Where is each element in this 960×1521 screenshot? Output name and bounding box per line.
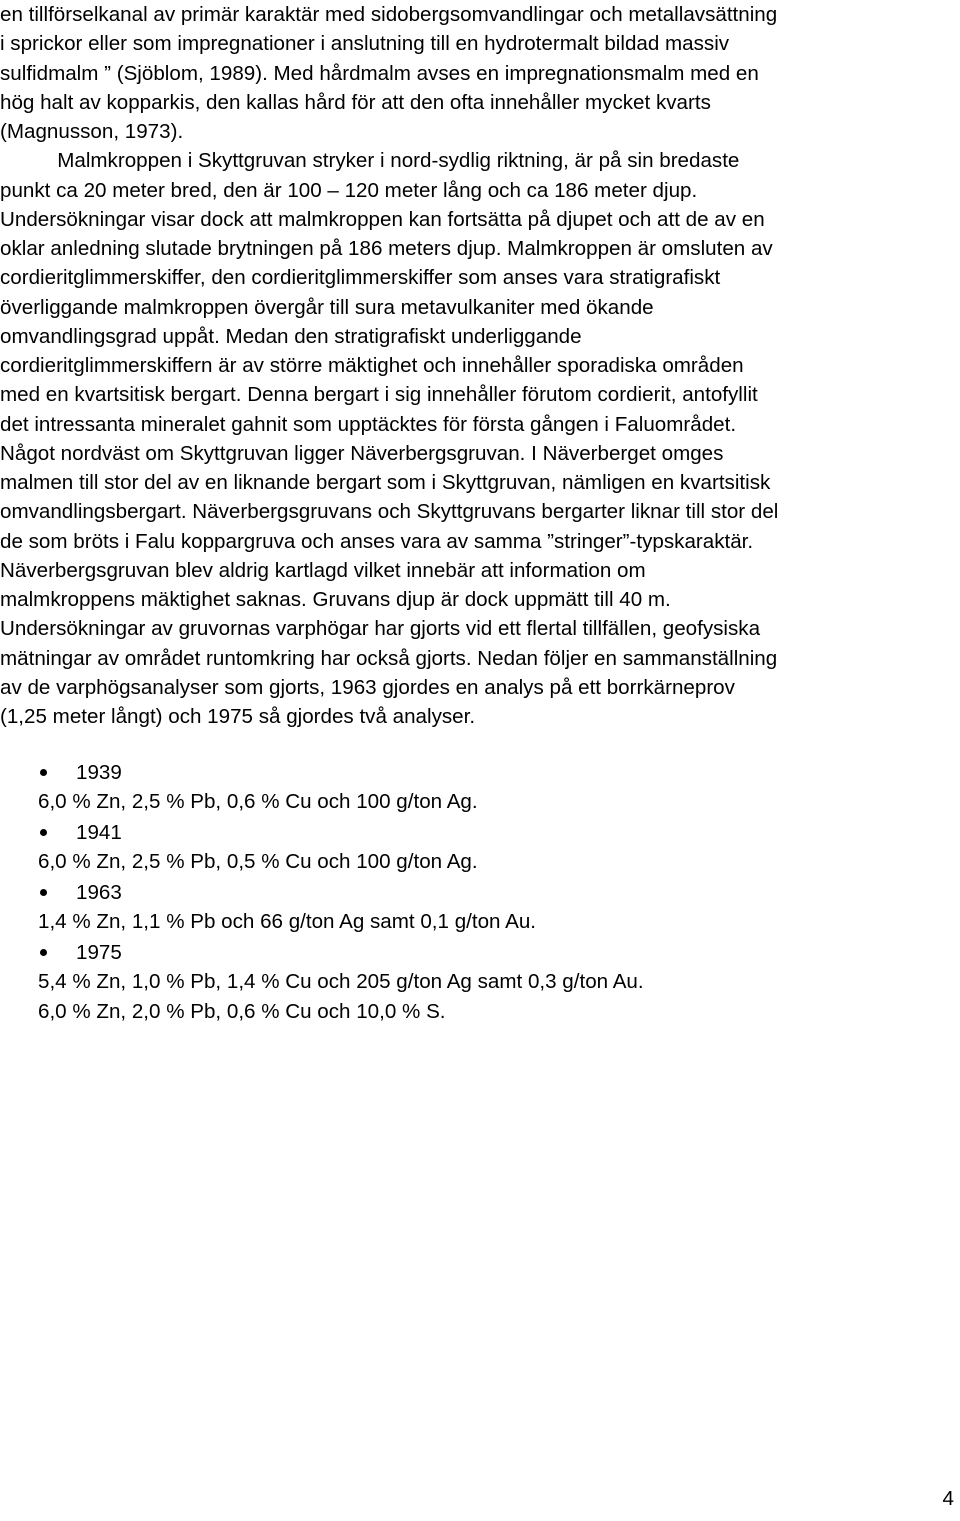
text-line: punkt ca 20 meter bred, den är 100 – 120 meter lång och ca 186 meter djup. bbox=[0, 178, 698, 202]
text-line: cordieritglimmerskiffer, den cordieritglimmerskiffer som anses vara stratigrafiskt bbox=[0, 266, 721, 290]
list-item bbox=[0, 818, 900, 878]
text-line: det intressanta mineralet gahnit som upptäcktes för första gången i Faluområdet. bbox=[0, 412, 737, 436]
text-line: en tillförselkanal av primär karaktär med sidobergsomvandlingar och metallavsättning bbox=[0, 3, 778, 26]
text-line: hög halt av kopparkis, den kallas hård för att den ofta innehåller mycket kvarts bbox=[0, 90, 711, 114]
list-item bbox=[0, 878, 900, 938]
bullet-icon bbox=[40, 769, 47, 776]
text-line: av de varphögsanalyser som gjorts, 1963 gjordes en analys på ett borrkärneprov bbox=[0, 675, 735, 699]
text-line: malmkroppens mäktighet saknas. Gruvans djup är dock uppmätt till 40 m. bbox=[0, 588, 671, 611]
text-line: Näverbergsgruvan blev aldrig kartlagd vilket innebär att information om bbox=[0, 558, 646, 582]
text-line: omvandlingsgrad uppåt. Medan den stratigrafiskt underliggande bbox=[0, 324, 582, 348]
text-line: oklar anledning slutade brytningen på 186 meters djup. Malmkroppen är omsluten av bbox=[0, 237, 773, 260]
page-number: 4 bbox=[942, 1487, 954, 1510]
text-line: sulfidmalm ” (Sjöblom, 1989). Med hårdmalm avses en impregnationsmalm med en bbox=[0, 61, 759, 85]
analysis-year: 1941 bbox=[76, 821, 122, 844]
analysis-result: 6,0 % Zn, 2,5 % Pb, 0,5 % Cu och 100 g/ton Ag. bbox=[38, 850, 478, 873]
text-line: malmen till stor del av en liknande bergart som i Skyttgruvan, nämligen en kvartsitisk bbox=[0, 471, 771, 494]
text-line: cordieritglimmerskiffern är av större mäktighet och innehåller sporadiska områden bbox=[0, 354, 744, 377]
analysis-result: 6,0 % Zn, 2,0 % Pb, 0,6 % Cu och 10,0 % S. bbox=[38, 1000, 446, 1023]
analysis-result: 6,0 % Zn, 2,5 % Pb, 0,6 % Cu och 100 g/ton Ag. bbox=[38, 790, 478, 813]
text-line: Undersökningar visar dock att malmkroppen kan fortsätta på djupet och att de av en bbox=[0, 207, 765, 231]
text-line: mätningar av området runtomkring har också gjorts. Nedan följer en sammanställning bbox=[0, 646, 778, 670]
bullet-icon bbox=[40, 829, 47, 836]
bullet-icon bbox=[40, 949, 47, 956]
analysis-year: 1963 bbox=[76, 881, 122, 904]
text-line: Malmkroppen i Skyttgruvan stryker i nord-sydlig riktning, är på sin bredaste bbox=[0, 149, 740, 173]
text-line: med en kvartsitisk bergart. Denna bergart i sig innehåller förutom cordierit, antofyllit bbox=[0, 383, 758, 407]
text-line: de som bröts i Falu koppargruva och anses vara av samma ”stringer”-typskaraktär. bbox=[0, 529, 754, 553]
list-item bbox=[0, 938, 900, 1023]
text-line: Undersökningar av gruvornas varphögar har gjorts vid ett flertal tillfällen, geofysiska bbox=[0, 617, 761, 641]
bullet-icon bbox=[40, 889, 47, 896]
analysis-result: 1,4 % Zn, 1,1 % Pb och 66 g/ton Ag samt 0,1 g/ton Au. bbox=[38, 910, 536, 933]
analysis-year: 1975 bbox=[76, 941, 122, 964]
list-item bbox=[0, 758, 900, 818]
text-line: överliggande malmkroppen övergår till sura metavulkaniter med ökande bbox=[0, 295, 654, 319]
analysis-year: 1939 bbox=[76, 761, 122, 784]
text-line: i sprickor eller som impregnationer i anslutning till en hydrotermalt bildad massiv bbox=[0, 32, 730, 56]
text-line: (1,25 meter långt) och 1975 så gjordes två analyser. bbox=[0, 705, 476, 728]
analysis-result: 5,4 % Zn, 1,0 % Pb, 1,4 % Cu och 205 g/ton Ag samt 0,3 g/ton Au. bbox=[38, 970, 644, 993]
text-line: omvandlingsbergart. Näverbergsgruvans och Skyttgruvans bergarter liknar till stor del bbox=[0, 500, 779, 524]
text-line: (Magnusson, 1973). bbox=[0, 120, 184, 143]
text-line: Något nordväst om Skyttgruvan ligger Näverbergsgruvan. I Näverberget omges bbox=[0, 441, 724, 465]
